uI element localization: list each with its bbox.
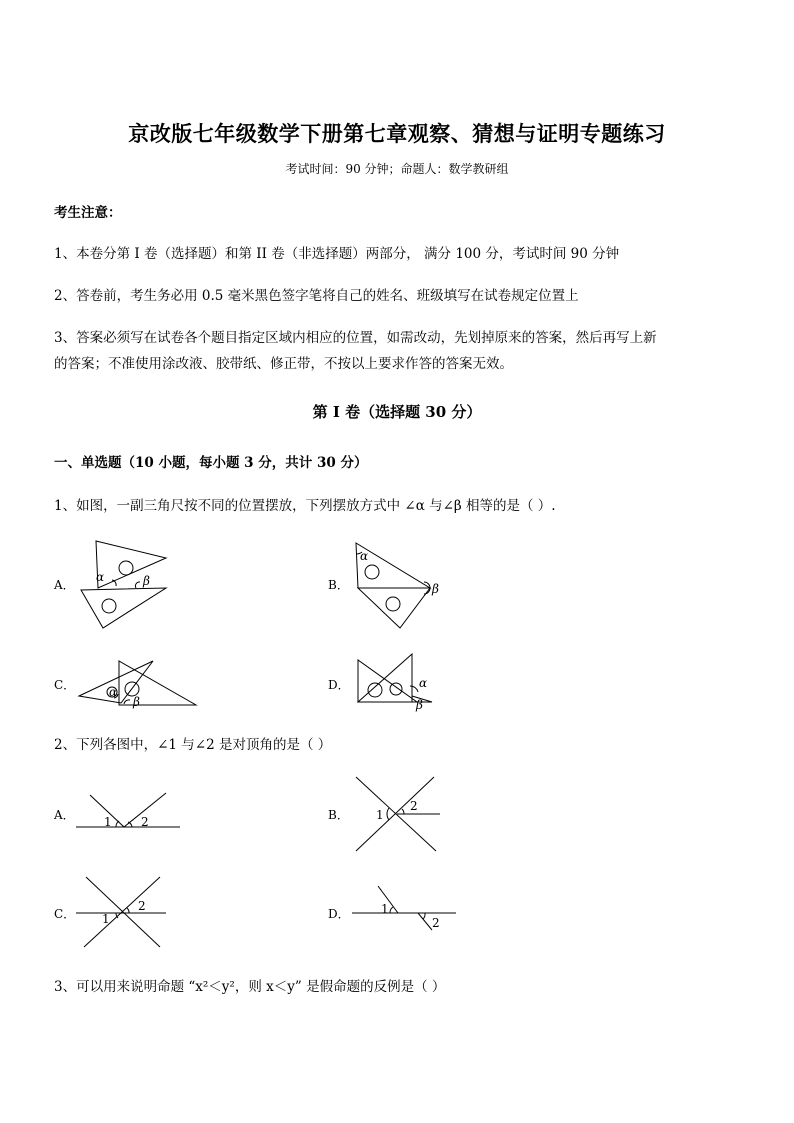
q1d-beta-label: β (416, 698, 423, 712)
page-subtitle: 考试时间：90 分钟；命题人：数学教研组 (285, 162, 509, 176)
q1b-alpha-label: α (360, 549, 369, 563)
q1d-alpha-label: α (419, 676, 428, 690)
part-title: 一、单选题（10 小题，每小题 3 分，共计 30 分） (54, 455, 368, 471)
q1c-alpha-label: α (109, 685, 118, 699)
q2-option-c[interactable]: C． (54, 907, 76, 921)
q2-option-b[interactable]: B． (328, 808, 349, 822)
q2d-angle-1-label: 1 (381, 902, 389, 916)
q1c-beta-label: β (133, 695, 140, 709)
q2a-angle-2-label: 2 (141, 815, 149, 829)
notice-item-2: 2、答卷前，考生务必用 0.5 毫米黑色签字笔将自己的姓名、班级填写在试卷规定位置上 (54, 288, 579, 304)
q2-figure-d (352, 882, 462, 932)
notice-item-1: 1、本卷分第 I 卷（选择题）和第 II 卷（非选择题）两部分， 满分 100 分，考试时间 90 分钟 (54, 246, 620, 262)
notice-heading: 考生注意： (54, 205, 122, 221)
question-1-text: 1、如图，一副三角尺按不同的位置摆放，下列摆放方式中 ∠α 与∠β 相等的是（ ）. (54, 498, 556, 514)
q2b-angle-2-label: 2 (410, 799, 418, 813)
q1-figure-a (76, 538, 176, 638)
q1-figure-c (76, 658, 201, 713)
q2b-angle-1-label: 1 (376, 808, 384, 822)
q2-figure-b (352, 775, 442, 855)
q1-option-d[interactable]: D． (328, 678, 350, 692)
q2a-angle-1-label: 1 (104, 815, 112, 829)
question-3-text: 3、可以用来说明命题 “x²＜y²，则 x＜y” 是假命题的反例是（ ） (54, 979, 446, 995)
q2c-angle-1-label: 1 (102, 912, 110, 926)
q2d-angle-2-label: 2 (432, 916, 440, 930)
q2-option-d[interactable]: D． (328, 907, 350, 921)
q1-figure-b (352, 540, 442, 635)
q1b-beta-label: β (432, 582, 439, 596)
q2c-angle-2-label: 2 (138, 899, 146, 913)
q1-figure-d (352, 652, 442, 712)
q1-option-b[interactable]: B． (328, 578, 349, 592)
question-2-text: 2、下列各图中，∠1 与∠2 是对顶角的是（ ） (54, 737, 332, 753)
section-title: 第 I 卷（选择题 30 分） (312, 403, 482, 421)
notice-item-3: 3、答案必须写在试卷各个题目指定区域内相应的位置，如需改动，先划掉原来的答案，然后再写上新 (54, 330, 657, 346)
q1-option-c[interactable]: C． (54, 678, 76, 692)
notice-item-3-cont: 的答案；不准使用涂改液、胶带纸、修正带，不按以上要求作答的答案无效。 (54, 356, 513, 372)
q1a-alpha-label: α (96, 570, 105, 584)
page-title: 京改版七年级数学下册第七章观察、猜想与证明专题练习 (128, 121, 666, 146)
q1-option-a[interactable]: A． (54, 578, 75, 592)
q1a-beta-label: β (143, 574, 150, 588)
q2-figure-a (76, 790, 186, 835)
q2-figure-c (76, 875, 171, 950)
q2-option-a[interactable]: A． (54, 808, 75, 822)
